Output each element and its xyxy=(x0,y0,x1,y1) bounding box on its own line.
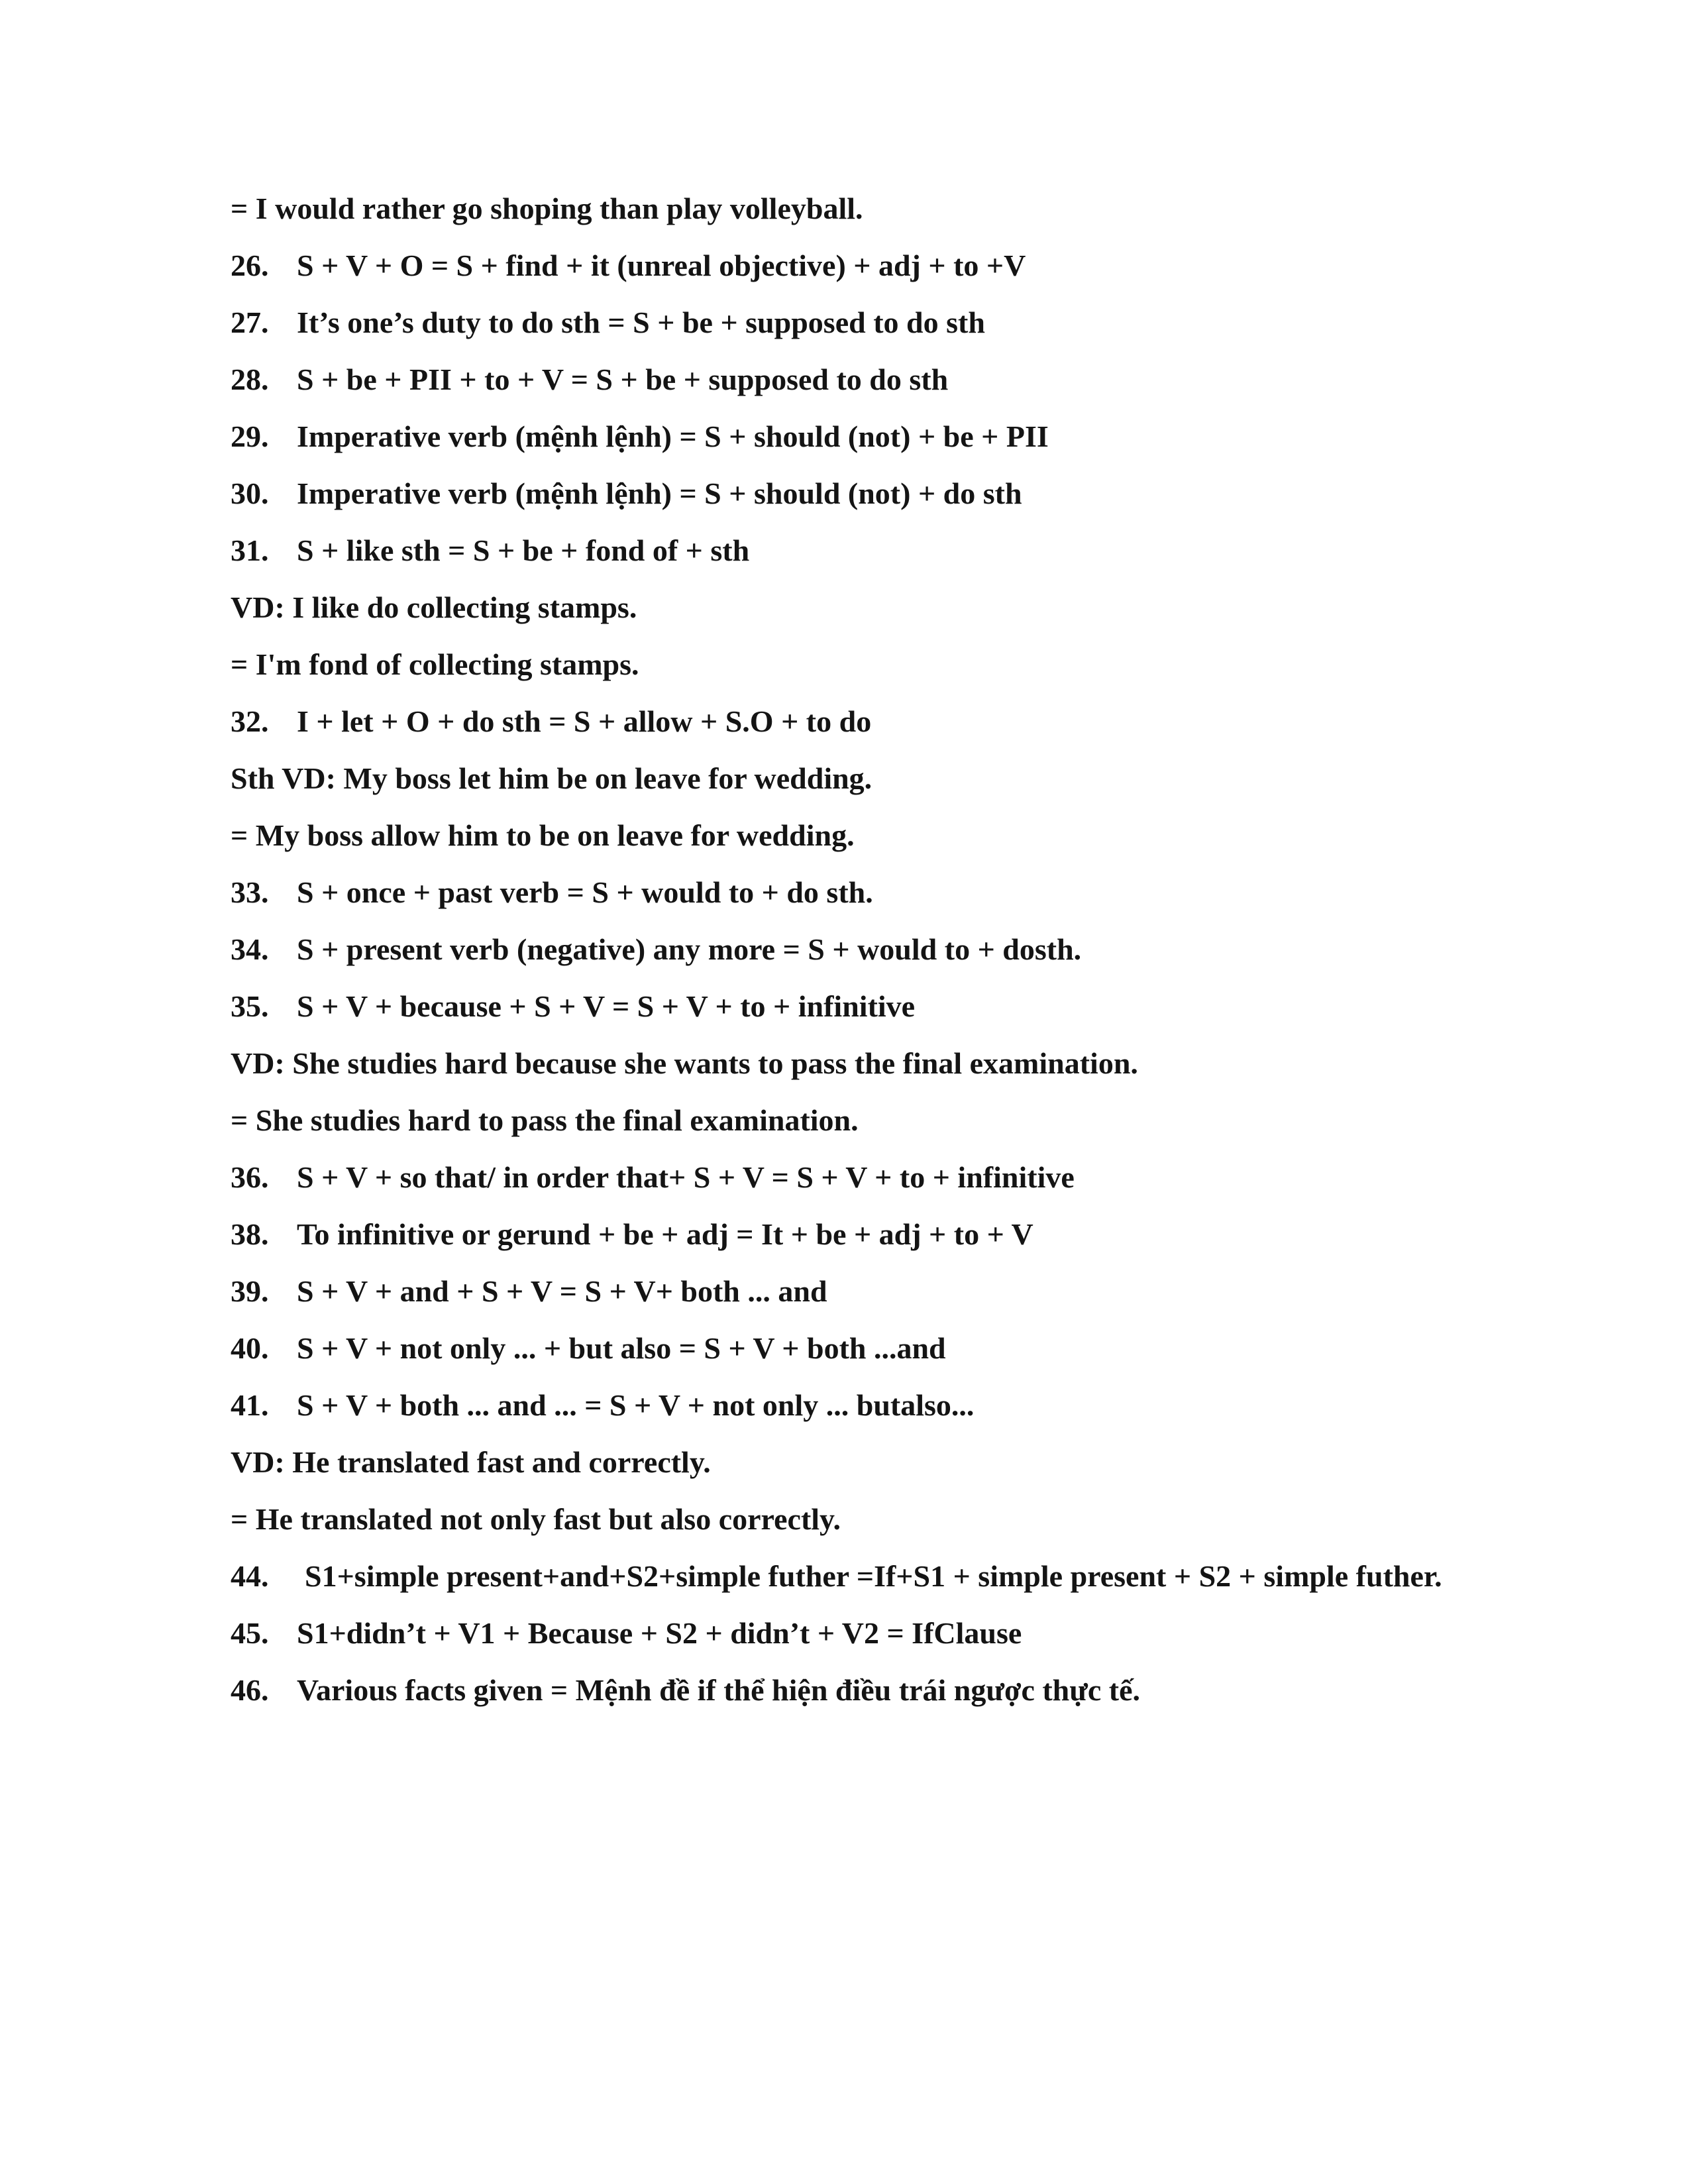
rule-text: S + V + both ... and ... = S + V + not only ... butalso... xyxy=(297,1388,975,1422)
rule-number: 29. xyxy=(231,419,269,453)
rule-text: I + let + O + do sth = S + allow + S.O + to do xyxy=(297,704,872,738)
rule-46 xyxy=(231,1662,1556,1719)
line-text: = I'm fond of collecting stamps. xyxy=(231,647,639,681)
rule-text: S + present verb (negative) any more = S + would to + dosth. xyxy=(297,932,1082,966)
line-text: = I would rather go shoping than play volleyball. xyxy=(231,191,863,225)
rule-28 xyxy=(231,351,1556,408)
rule-27 xyxy=(231,294,1556,351)
example-line xyxy=(231,579,1556,636)
rule-number: 40. xyxy=(231,1331,269,1365)
rule-number: 46. xyxy=(231,1673,269,1707)
rule-text: Imperative verb (mệnh lệnh) = S + should (not) + be + PII xyxy=(297,419,1049,453)
line-text: = He translated not only fast but also correctly. xyxy=(231,1502,841,1536)
line-text: VD: I like do collecting stamps. xyxy=(231,590,637,624)
rule-35 xyxy=(231,978,1556,1035)
rule-26 xyxy=(231,237,1556,294)
rule-text: It’s one’s duty to do sth = S + be + supposed to do sth xyxy=(297,305,985,339)
rule-38 xyxy=(231,1206,1556,1263)
rule-34 xyxy=(231,921,1556,978)
rule-text: Various facts given = Mệnh đề if thể hiện điều trái ngược thực tế. xyxy=(297,1673,1141,1707)
example-line xyxy=(231,807,1556,864)
rule-33 xyxy=(231,864,1556,921)
rule-number: 34. xyxy=(231,932,269,966)
rule-number: 30. xyxy=(231,476,269,510)
rule-29 xyxy=(231,408,1556,465)
rule-text: S + V + so that/ in order that+ S + V = S + V + to + infinitive xyxy=(297,1160,1075,1194)
rule-39 xyxy=(231,1263,1556,1320)
rule-text: S + be + PII + to + V = S + be + supposed to do sth xyxy=(297,362,949,396)
example-line xyxy=(231,1092,1556,1149)
rule-number: 33. xyxy=(231,875,269,909)
grammar-list xyxy=(231,180,1556,1719)
rule-text: S + V + and + S + V = S + V+ both ... and xyxy=(297,1274,827,1308)
rule-number: 26. xyxy=(231,248,269,282)
rule-number: 36. xyxy=(231,1160,269,1194)
rule-number: 31. xyxy=(231,533,269,567)
rule-text: S1+didn’t + V1 + Because + S2 + didn’t + V2 = IfClause xyxy=(297,1616,1022,1650)
example-line xyxy=(231,1434,1556,1491)
rule-number: 27. xyxy=(231,305,269,339)
rule-number: 28. xyxy=(231,362,269,396)
rule-31 xyxy=(231,522,1556,579)
rule-44 xyxy=(231,1548,1556,1605)
rule-number: 41. xyxy=(231,1388,269,1422)
example-line xyxy=(231,1035,1556,1092)
line-text: Sth VD: My boss let him be on leave for wedding. xyxy=(231,761,872,795)
rule-32 xyxy=(231,693,1556,750)
rule-36 xyxy=(231,1149,1556,1206)
rule-text: S + V + not only ... + but also = S + V + both ...and xyxy=(297,1331,946,1365)
line-text: VD: She studies hard because she wants to pass the final examination. xyxy=(231,1046,1138,1080)
line-text: = She studies hard to pass the final examination. xyxy=(231,1103,859,1137)
rule-text: Imperative verb (mệnh lệnh) = S + should (not) + do sth xyxy=(297,476,1022,510)
rule-text: S + V + because + S + V = S + V + to + infinitive xyxy=(297,989,916,1023)
rule-text: S + V + O = S + find + it (unreal objective) + adj + to +V xyxy=(297,248,1026,282)
rule-number: 44. xyxy=(231,1559,269,1593)
rule-45 xyxy=(231,1605,1556,1662)
rule-text: S1+simple present+and+S2+simple futher =If+S1 + simple present + S2 + simple futher. xyxy=(305,1559,1442,1593)
rule-number: 32. xyxy=(231,704,269,738)
rule-number: 35. xyxy=(231,989,269,1023)
rule-number: 38. xyxy=(231,1217,269,1251)
rule-number: 39. xyxy=(231,1274,269,1308)
example-line xyxy=(231,180,1556,237)
example-line xyxy=(231,636,1556,693)
rule-40 xyxy=(231,1320,1556,1377)
line-text: = My boss allow him to be on leave for wedding. xyxy=(231,818,855,852)
line-text: VD: He translated fast and correctly. xyxy=(231,1445,711,1479)
rule-30 xyxy=(231,465,1556,522)
rule-number: 45. xyxy=(231,1616,269,1650)
example-line xyxy=(231,750,1556,807)
rule-text: To infinitive or gerund + be + adj = It + be + adj + to + V xyxy=(297,1217,1033,1251)
rule-text: S + like sth = S + be + fond of + sth xyxy=(297,533,750,567)
rule-41 xyxy=(231,1377,1556,1434)
rule-text: S + once + past verb = S + would to + do sth. xyxy=(297,875,873,909)
example-line xyxy=(231,1491,1556,1548)
